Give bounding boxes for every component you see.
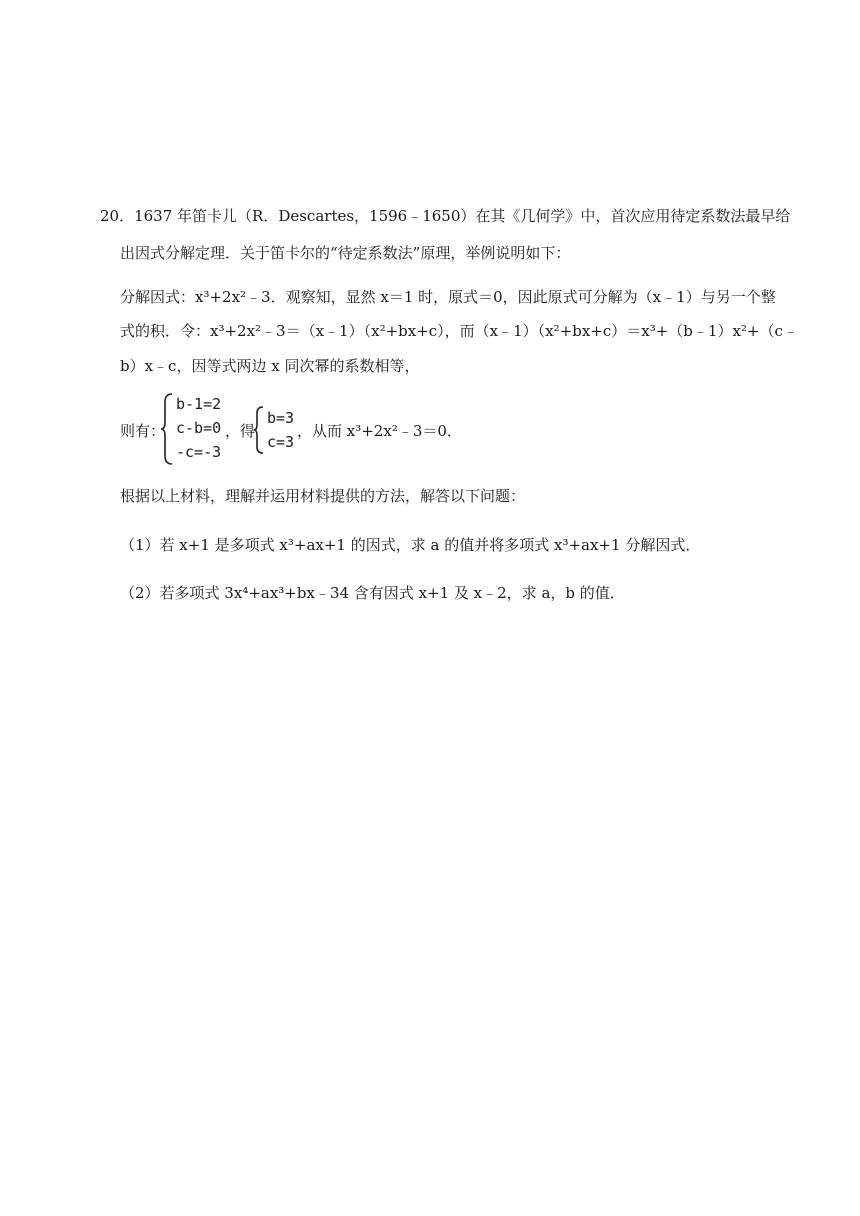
system-2-eq-2: c=3 xyxy=(267,433,295,451)
left-brace-1 xyxy=(160,392,174,466)
then-label: 则有： xyxy=(120,422,166,440)
problem-line-5: b）x﹣c，因等式两边 x 同次幂的系数相等， xyxy=(120,357,420,375)
left-brace-2 xyxy=(253,405,265,455)
instruction-text: 根据以上材料，理解并运用材料提供的方法，解答以下问题： xyxy=(120,487,526,505)
system-1 xyxy=(176,392,221,464)
question-2: （2）若多项式 3x⁴+ax³+bx﹣34 含有因式 x+1 及 x﹣2，求 a，b 的值． xyxy=(120,584,625,602)
get-label: ，得 xyxy=(225,422,256,440)
problem-line-2: 出因式分解定理．关于笛卡尔的“待定系数法”原理，举例说明如下： xyxy=(120,244,571,262)
problem-line-3: 分解因式：x³+2x²﹣3．观察知，显然 x＝1 时，原式＝0，因此原式可分解为（x﹣1）与另一个整 xyxy=(120,288,776,306)
system-1-eq-1: b-1=2 xyxy=(176,395,222,413)
conclusion-text: ，从而 x³+2x²﹣3＝0． xyxy=(297,422,462,440)
question-1: （1）若 x+1 是多项式 x³+ax+1 的因式，求 a 的值并将多项式 x³+ax+1 分解因式． xyxy=(120,536,701,554)
problem-line-1: 20．1637 年笛卡儿（R．Descartes，1596﹣1650）在其《几何学》中，首次应用待定系数法最早给 xyxy=(100,207,791,225)
system-1-eq-2: c-b=0 xyxy=(176,419,222,437)
system-2 xyxy=(267,406,294,454)
system-1-eq-3: -c=-3 xyxy=(176,443,222,461)
problem-line-4: 式的积．令：x³+2x²﹣3＝（x﹣1）（x²+bx+c），而（x﹣1）（x²+bx+c）＝x³+（b﹣1）x²+（c﹣ xyxy=(120,322,798,340)
system-2-eq-1: b=3 xyxy=(267,409,295,427)
